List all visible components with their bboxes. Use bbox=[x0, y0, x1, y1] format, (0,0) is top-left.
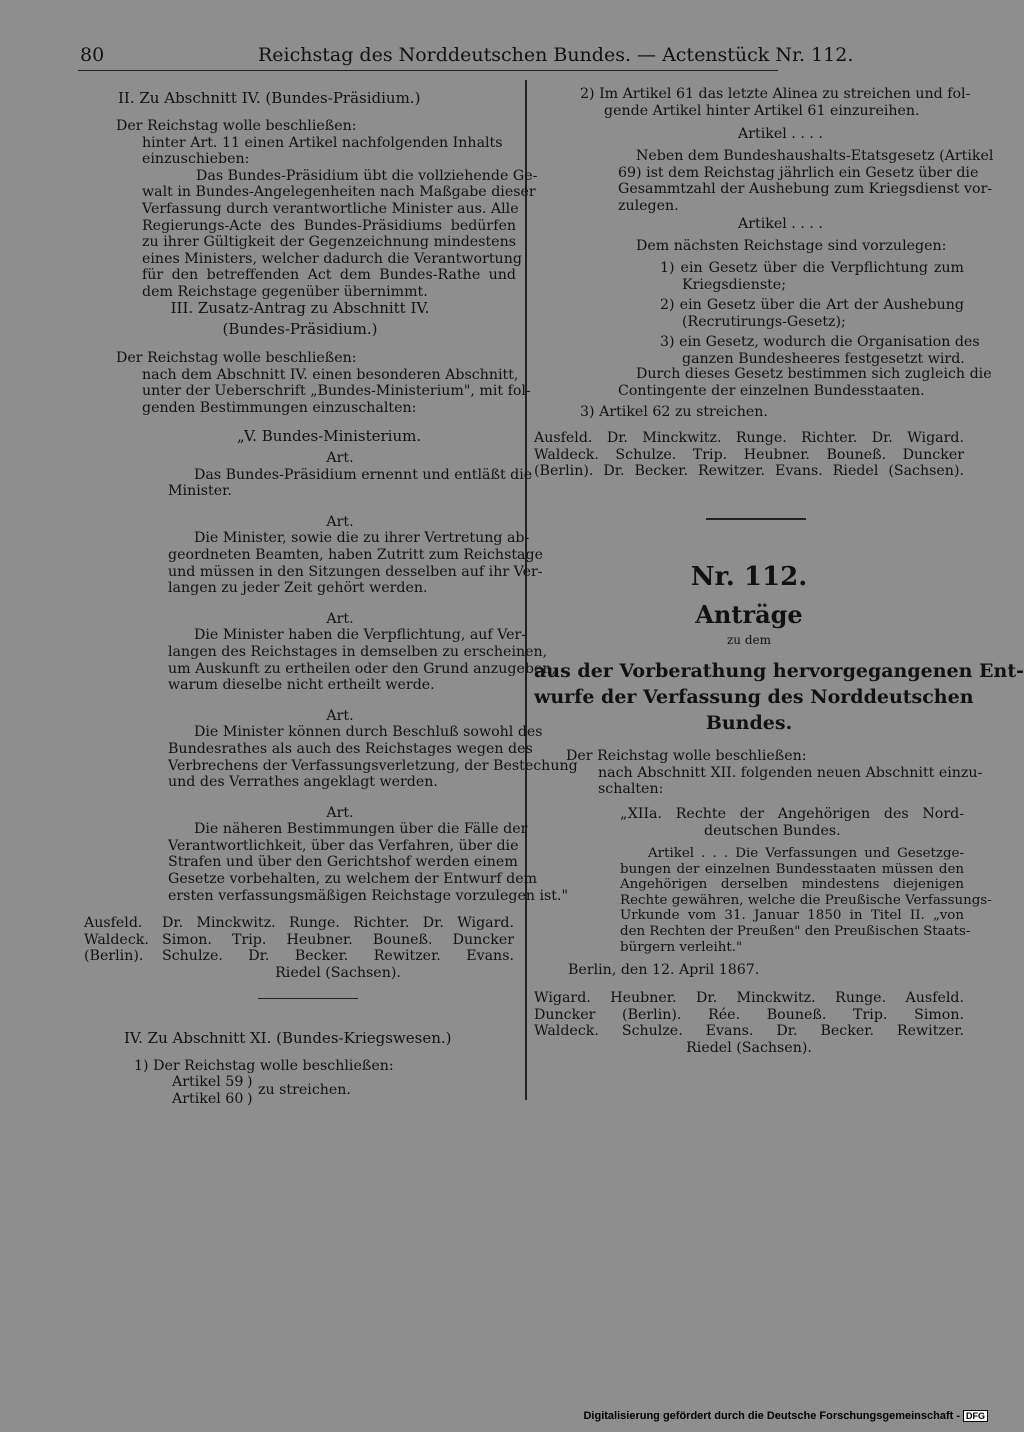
new-section-heading bbox=[620, 806, 964, 839]
text-line: eines Ministers, welcher dadurch die Verantwortung bbox=[142, 250, 522, 267]
signature-line: (Berlin). Dr. Becker. Rewitzer. Evans. Riedel (Sachsen). bbox=[534, 463, 964, 480]
text-line: Angehörigen derselben mindestens diejenigen bbox=[620, 877, 964, 893]
artikel-label bbox=[738, 126, 823, 143]
list-item: 3) ein Gesetz, wodurch die Organisation des bbox=[660, 334, 980, 351]
text-line: Verbrechens der Verfassungsverletzung, der Bestechung bbox=[168, 757, 578, 774]
law-list bbox=[660, 260, 980, 368]
brace-mark: ) bbox=[247, 1090, 253, 1107]
ministerium-title bbox=[237, 428, 421, 445]
article-list bbox=[172, 1074, 243, 1107]
text-line: deutschen Bundes. bbox=[704, 822, 841, 839]
text-line: ersten verfassungsmäßigen Reichstage vorzulegen ist." bbox=[168, 887, 569, 904]
text-line: Gesammtzahl der Aushebung zum Kriegsdienst vor- bbox=[618, 181, 993, 198]
article-label: Art. bbox=[326, 450, 354, 466]
text-line: Bundesrathes als auch des Reichstages wegen des bbox=[168, 740, 533, 757]
signature-name: Waldeck. bbox=[84, 931, 149, 948]
text-line: schalten: bbox=[598, 781, 664, 798]
right-article-2 bbox=[636, 238, 946, 255]
signature-line: Wigard. Heubner. Dr. Minckwitz. Runge. Ausfeld. bbox=[534, 990, 964, 1006]
brace bbox=[247, 1074, 253, 1107]
signature-left-column bbox=[84, 915, 149, 965]
text-line: Der Reichstag wolle beschließen: bbox=[116, 118, 357, 134]
right-article-1 bbox=[618, 148, 994, 214]
text-line: Verantwortlichkeit, über das Verfahren, über die bbox=[168, 837, 519, 854]
signature-line: Dr. Minckwitz. Runge. Richter. Dr. Wigard. bbox=[162, 915, 514, 931]
text-line: Regierungs-Acte des Bundes-Präsidiums bedürfen bbox=[142, 217, 516, 234]
strike-note bbox=[258, 1082, 351, 1099]
signature-line: Riedel (Sachsen). bbox=[275, 964, 401, 981]
signature-name: Ausfeld. bbox=[84, 915, 143, 931]
text-line: Artikel . . . . bbox=[738, 126, 823, 142]
signature-right-column bbox=[162, 915, 514, 981]
text-line: für den betreffenden Act dem Bundes-Rathe und bbox=[142, 267, 516, 284]
text-line: hinter Art. 11 einen Artikel nachfolgenden Inhalts bbox=[142, 134, 503, 151]
text-line: langen zu jeder Zeit gehört werden. bbox=[168, 580, 428, 597]
text-line: zu streichen. bbox=[258, 1082, 351, 1098]
list-item: 2) ein Gesetz über die Art der Aushebung bbox=[660, 297, 964, 314]
signature-line: Simon. Trip. Heubner. Bouneß. Duncker bbox=[162, 931, 514, 948]
section-iii-body bbox=[116, 350, 531, 416]
signature-line: Duncker (Berlin). Rée. Bouneß. Trip. Simon. bbox=[534, 1006, 964, 1023]
text-line: zu ihrer Gültigkeit der Gegenzeichnung mindestens bbox=[142, 234, 516, 251]
text-line: 69) ist dem Reichstag jährlich ein Gesetz über die bbox=[618, 164, 979, 181]
text-line: Contingente der einzelnen Bundesstaaten. bbox=[618, 382, 925, 399]
text-line: Die Minister, sowie die zu ihrer Vertretung ab- bbox=[194, 530, 530, 547]
right-signatures bbox=[534, 430, 964, 480]
subtitle-line: Bundes. bbox=[705, 712, 793, 734]
text-line: 1) Der Reichstag wolle beschließen: bbox=[134, 1058, 394, 1074]
text-line: nach Abschnitt XII. folgenden neuen Abschnitt einzu- bbox=[598, 764, 983, 781]
text-line: zulegen. bbox=[618, 197, 679, 214]
text-line: Berlin, den 12. April 1867. bbox=[568, 962, 760, 978]
list-item: (Recrutirungs-Gesetz); bbox=[682, 313, 846, 330]
text-line: bungen der einzelnen Bundesstaaten müssen den bbox=[620, 861, 964, 877]
section-iv bbox=[124, 1030, 452, 1047]
section-ii bbox=[118, 90, 420, 107]
text-line: Rechte gewähren, welche die Preußische Verfassungs- bbox=[620, 892, 992, 908]
text-line: Das Bundes-Präsidium ernennt und entläßt die bbox=[194, 466, 533, 483]
separator-rule bbox=[258, 998, 358, 999]
text-line: bürgern verleiht." bbox=[620, 939, 743, 955]
section-iv-body bbox=[134, 1058, 394, 1075]
text-line: 3) Artikel 62 zu streichen. bbox=[580, 404, 768, 420]
right-point-3 bbox=[580, 404, 768, 421]
text-line: warum dieselbe nicht ertheilt werde. bbox=[168, 677, 435, 694]
text-line: Artikel . . . . bbox=[738, 216, 823, 232]
section-ii-body bbox=[116, 118, 538, 301]
date-line bbox=[568, 962, 759, 979]
text-line: den Rechten der Preußen" den Preußischen Staats- bbox=[620, 923, 971, 939]
text-line: walt in Bundes-Angelegenheiten nach Maßgabe dieser bbox=[142, 184, 536, 201]
text-line: langen des Reichstages in demselben zu erscheinen, bbox=[168, 643, 548, 660]
article-label: Art. bbox=[326, 804, 354, 821]
section-iii-heading bbox=[150, 300, 450, 337]
signature-line: Waldeck. Schulze. Evans. Dr. Becker. Rewitzer. bbox=[534, 1023, 964, 1040]
column-divider bbox=[525, 80, 527, 1100]
signature-name: (Berlin). bbox=[84, 948, 144, 965]
credit-text: Digitalisierung gefördert durch die Deutsche Forschungsgemeinschaft - bbox=[583, 1410, 960, 1422]
document-title: Anträge bbox=[695, 600, 803, 629]
text-line: genden Bestimmungen einzuschalten: bbox=[142, 399, 417, 416]
final-signatures bbox=[534, 990, 964, 1056]
text-line: Gesetze vorbehalten, zu welchem der Entwurf dem bbox=[168, 871, 538, 888]
text-line: Artikel 60 bbox=[172, 1090, 244, 1107]
text-line: einzuschieben: bbox=[142, 151, 250, 168]
text-line: Die näheren Bestimmungen über die Fälle der bbox=[194, 821, 528, 838]
list-item: 1) ein Gesetz über die Verpflichtung zum bbox=[660, 260, 964, 276]
article-label: Art. bbox=[326, 513, 354, 530]
right-top-block bbox=[580, 86, 971, 119]
text-line: „XIIa. Rechte der Angehörigen des Nord- bbox=[620, 806, 964, 822]
signature-line: Riedel (Sachsen). bbox=[686, 1039, 812, 1056]
section-subheading: (Bundes-Präsidium.) bbox=[222, 319, 378, 338]
text-line: und müssen in den Sitzungen desselben auf ihr Ver- bbox=[168, 563, 543, 580]
section-heading: III. Zusatz-Antrag zu Abschnitt IV. bbox=[170, 299, 430, 317]
right-durch bbox=[618, 366, 992, 399]
signature-line: Schulze. Dr. Becker. Rewitzer. Evans. bbox=[162, 948, 514, 965]
text-line: gende Artikel hinter Artikel 61 einzureihen. bbox=[604, 102, 920, 119]
signature-line: Ausfeld. Dr. Minckwitz. Runge. Richter. Dr. Wigard. bbox=[534, 430, 964, 446]
list-item: ganzen Bundesheeres festgesetzt wird. bbox=[682, 350, 965, 367]
text-line: um Auskunft zu ertheilen oder den Grund anzugeben, bbox=[168, 660, 556, 677]
new-section-article bbox=[620, 846, 992, 955]
dfg-logo: DFG bbox=[963, 1410, 988, 1422]
section-heading: II. Zu Abschnitt IV. (Bundes-Präsidium.) bbox=[118, 89, 421, 107]
text-line: und des Verrathes angeklagt werden. bbox=[168, 774, 438, 791]
article-label: Art. bbox=[326, 610, 354, 627]
article-label: Art. bbox=[326, 707, 354, 724]
subtitle-line: aus der Vorberathung hervorgegangenen Ent- bbox=[534, 660, 1024, 682]
text-line: Minister. bbox=[168, 483, 232, 500]
text-line: Strafen und über den Gerichtshof werden einem bbox=[168, 854, 518, 871]
digitization-credit bbox=[583, 1410, 988, 1422]
text-line: Durch dieses Gesetz bestimmen sich zugleich die bbox=[636, 366, 992, 382]
ministerium-articles bbox=[168, 450, 578, 904]
text-line: geordneten Beamten, haben Zutritt zum Reichstage bbox=[168, 546, 543, 563]
text-line: Die Minister können durch Beschluß sowohl des bbox=[194, 724, 543, 741]
text-line: Die Minister haben die Verpflichtung, auf Ver- bbox=[194, 627, 527, 644]
artikel-label bbox=[738, 216, 823, 233]
list-item: Kriegsdienste; bbox=[682, 276, 786, 293]
text-line: Artikel 59 bbox=[172, 1074, 244, 1090]
section-heading: IV. Zu Abschnitt XI. (Bundes-Kriegswesen.) bbox=[124, 1029, 452, 1047]
text-line: Das Bundes-Präsidium übt die vollziehende Ge- bbox=[196, 167, 538, 184]
text-line: unter der Ueberschrift „Bundes-Ministerium", mit fol- bbox=[142, 383, 531, 400]
text-line: Der Reichstag wolle beschließen: bbox=[116, 350, 357, 366]
header-rule bbox=[78, 70, 778, 71]
document-number-block bbox=[534, 562, 964, 648]
separator-rule bbox=[706, 518, 806, 520]
subtitle-line: wurfe der Verfassung des Norddeutschen bbox=[534, 686, 974, 708]
text-line: Verfassung durch verantwortliche Minister aus. Alle bbox=[142, 200, 519, 217]
text-line: Dem nächsten Reichstage sind vorzulegen: bbox=[636, 238, 947, 254]
document-number: Nr. 112. bbox=[690, 562, 808, 592]
text-line: Der Reichstag wolle beschließen: bbox=[566, 748, 807, 764]
resolution-intro bbox=[566, 748, 983, 798]
running-title: Reichstag des Norddeutschen Bundes. — Actenstück Nr. 112. bbox=[258, 44, 854, 66]
text-line: Neben dem Bundeshaushalts-Etatsgesetz (Artikel bbox=[636, 148, 994, 164]
text-line: dem Reichstage gegenüber übernimmt. bbox=[142, 283, 428, 300]
page-number: 80 bbox=[80, 44, 105, 66]
text-line: Urkunde vom 31. Januar 1850 in Titel II. „von bbox=[620, 908, 964, 924]
document-subtitle bbox=[534, 658, 1024, 736]
text-line: Artikel . . . Die Verfassungen und Gesetzge- bbox=[648, 846, 964, 861]
title-connector: zu dem bbox=[726, 633, 772, 647]
text-line: „V. Bundes-Ministerium. bbox=[237, 427, 422, 445]
text-line: 2) Im Artikel 61 das letzte Alinea zu streichen und fol- bbox=[580, 86, 971, 102]
text-line: nach dem Abschnitt IV. einen besonderen Abschnitt, bbox=[142, 366, 519, 383]
signature-line: Waldeck. Schulze. Trip. Heubner. Bouneß. Duncker bbox=[534, 446, 964, 463]
brace-mark: ) bbox=[247, 1074, 253, 1090]
